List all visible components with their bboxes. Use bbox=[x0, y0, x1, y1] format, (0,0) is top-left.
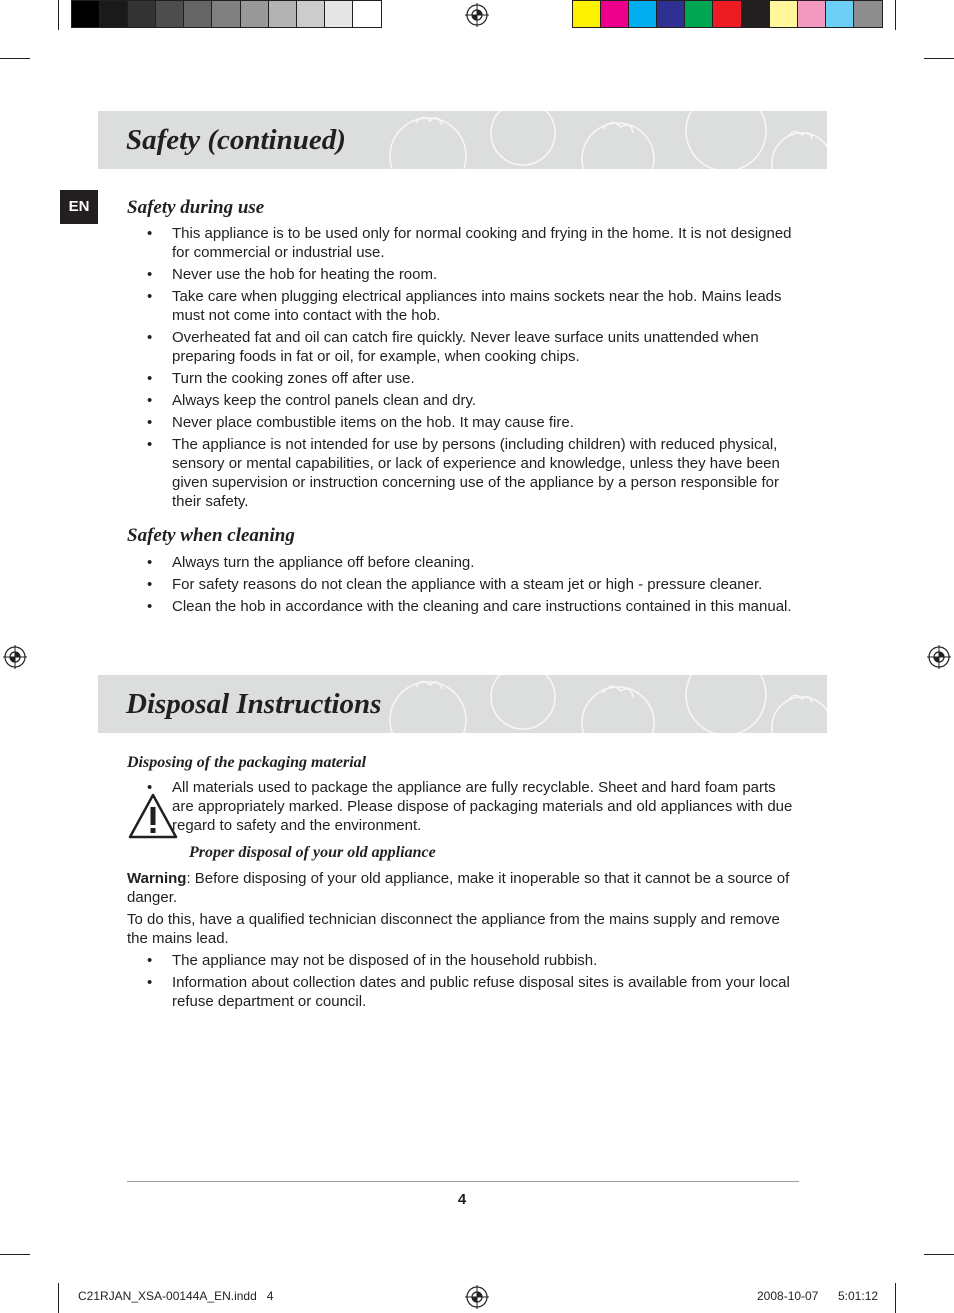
list-item bbox=[127, 973, 799, 1011]
registration-mark-icon bbox=[465, 3, 489, 27]
list-item-text: Clean the hob in accordance with the cleaning and care instructions contained in this manual. bbox=[172, 598, 792, 615]
grayscale-color-bar bbox=[71, 0, 382, 28]
list-item-text: Always turn the appliance off before cleaning. bbox=[172, 554, 475, 571]
bullet-dot: • bbox=[147, 974, 153, 991]
disconnect-paragraph: To do this, have a qualified technician disconnect the appliance from the mains supply and remove the mains lead. bbox=[127, 911, 780, 947]
slug-file-name: C21RJAN_XSA-00144A_EN.indd 4 bbox=[78, 1289, 274, 1303]
list-item bbox=[127, 435, 799, 511]
crop-mark bbox=[0, 1254, 30, 1255]
subheading-old-appliance: Proper disposal of your old appliance bbox=[189, 844, 436, 861]
color-swatch bbox=[657, 1, 685, 27]
crop-mark bbox=[895, 0, 896, 30]
bullet-dot: • bbox=[147, 288, 153, 305]
packaging-text: All materials used to package the appliance are fully recyclable. Sheet and hard foam parts are appropriately marked. Please dispose of packaging materials and old appliances with due regard to safety and the environment. bbox=[172, 779, 793, 834]
color-swatch bbox=[573, 1, 601, 27]
section-title: Disposal Instructions bbox=[126, 688, 382, 720]
registration-mark-icon bbox=[465, 1285, 489, 1309]
disposal-list bbox=[127, 951, 799, 1014]
list-item-text: Take care when plugging electrical appliances into mains sockets near the hob. Mains leads must not come into contact with the hob. bbox=[172, 288, 782, 324]
list-item bbox=[127, 391, 799, 410]
warning-paragraph bbox=[127, 869, 799, 907]
list-item bbox=[127, 575, 799, 594]
process-color-bar bbox=[572, 0, 883, 28]
list-item-text: The appliance is not intended for use by persons (including children) with reduced physical, sensory or mental capabilities, or lack of experience and knowledge, unless they have been given supervision or instruction concerning use of the appliance by a person responsible for their safety. bbox=[172, 436, 780, 510]
crop-mark bbox=[895, 1283, 896, 1313]
list-item bbox=[127, 224, 799, 262]
gray-swatch bbox=[184, 1, 212, 27]
section-header-band bbox=[98, 675, 827, 733]
list-item bbox=[127, 597, 799, 616]
section-title: Safety (continued) bbox=[126, 124, 346, 156]
gray-swatch bbox=[325, 1, 353, 27]
list-item-text: This appliance is to be used only for normal cooking and frying in the home. It is not designed for commercial or industrial use. bbox=[172, 225, 792, 261]
crop-mark bbox=[924, 58, 954, 59]
section-header-band bbox=[98, 111, 827, 169]
color-swatch bbox=[798, 1, 826, 27]
subheading-safety-during-use: Safety during use bbox=[127, 197, 265, 218]
color-swatch bbox=[826, 1, 854, 27]
list-item bbox=[127, 413, 799, 432]
subheading-packaging: Disposing of the packaging material bbox=[127, 754, 367, 771]
color-swatch bbox=[629, 1, 657, 27]
bullet-dot: • bbox=[147, 779, 153, 796]
gray-swatch bbox=[212, 1, 240, 27]
bullet-dot: • bbox=[147, 266, 153, 283]
list-item-text: Overheated fat and oil can catch fire quickly. Never leave surface units unattended when preparing foods in fat or oil, for example, when cooking chips. bbox=[172, 329, 759, 365]
bullet-dot: • bbox=[147, 329, 153, 346]
bullet-dot: • bbox=[147, 952, 153, 969]
warning-triangle-icon bbox=[127, 792, 179, 840]
list-item bbox=[127, 369, 799, 388]
bullet-dot: • bbox=[147, 225, 153, 242]
slug-time: 5:01:12 bbox=[838, 1289, 879, 1303]
footer-rule bbox=[127, 1181, 799, 1182]
page-number: 4 bbox=[457, 1191, 467, 1208]
warning-label: Warning bbox=[127, 870, 187, 887]
gray-swatch bbox=[156, 1, 184, 27]
list-item-text: For safety reasons do not clean the appliance with a steam jet or high - pressure cleaner. bbox=[172, 576, 763, 593]
gray-swatch bbox=[241, 1, 269, 27]
registration-mark-icon bbox=[927, 645, 951, 669]
list-item-text: Information about collection dates and public refuse disposal sites is available from your local refuse department or council. bbox=[172, 974, 790, 1010]
list-item bbox=[127, 553, 799, 572]
safety-cleaning-list bbox=[127, 553, 799, 619]
crop-mark bbox=[0, 58, 30, 59]
gray-swatch bbox=[72, 1, 100, 27]
color-swatch bbox=[854, 1, 882, 27]
warning-text: : Before disposing of your old appliance, make it inoperable so that it cannot be a source of danger. bbox=[127, 870, 790, 906]
list-item-text: Never place combustible items on the hob. It may cause fire. bbox=[172, 414, 574, 431]
bullet-dot: • bbox=[147, 554, 153, 571]
slug-date: 2008-10-07 bbox=[757, 1289, 819, 1303]
bullet-dot: • bbox=[147, 576, 153, 593]
crop-mark bbox=[58, 0, 59, 30]
list-item bbox=[127, 328, 799, 366]
bullet-dot: • bbox=[147, 370, 153, 387]
language-tab: EN bbox=[60, 190, 98, 224]
safety-use-list bbox=[127, 224, 799, 514]
gray-swatch bbox=[100, 1, 128, 27]
bullet-dot: • bbox=[147, 414, 153, 431]
bullet-dot: • bbox=[147, 436, 153, 453]
gray-swatch bbox=[128, 1, 156, 27]
subheading-safety-when-cleaning: Safety when cleaning bbox=[127, 525, 295, 546]
crop-mark bbox=[58, 1283, 59, 1313]
crop-mark bbox=[924, 1254, 954, 1255]
color-swatch bbox=[742, 1, 770, 27]
packaging-bullet bbox=[147, 778, 799, 835]
registration-mark-icon bbox=[3, 645, 27, 669]
color-swatch bbox=[770, 1, 798, 27]
list-item bbox=[127, 287, 799, 325]
list-item-text: Turn the cooking zones off after use. bbox=[172, 370, 415, 387]
color-swatch bbox=[601, 1, 629, 27]
gray-swatch bbox=[353, 1, 381, 27]
gray-swatch bbox=[297, 1, 325, 27]
bullet-dot: • bbox=[147, 392, 153, 409]
color-swatch bbox=[685, 1, 713, 27]
bullet-dot: • bbox=[147, 598, 153, 615]
list-item-text: Never use the hob for heating the room. bbox=[172, 266, 438, 283]
list-item-text: Always keep the control panels clean and dry. bbox=[172, 392, 477, 409]
list-item-text: The appliance may not be disposed of in the household rubbish. bbox=[172, 952, 598, 969]
gray-swatch bbox=[269, 1, 297, 27]
list-item bbox=[127, 951, 799, 970]
color-swatch bbox=[713, 1, 741, 27]
list-item bbox=[127, 265, 799, 284]
